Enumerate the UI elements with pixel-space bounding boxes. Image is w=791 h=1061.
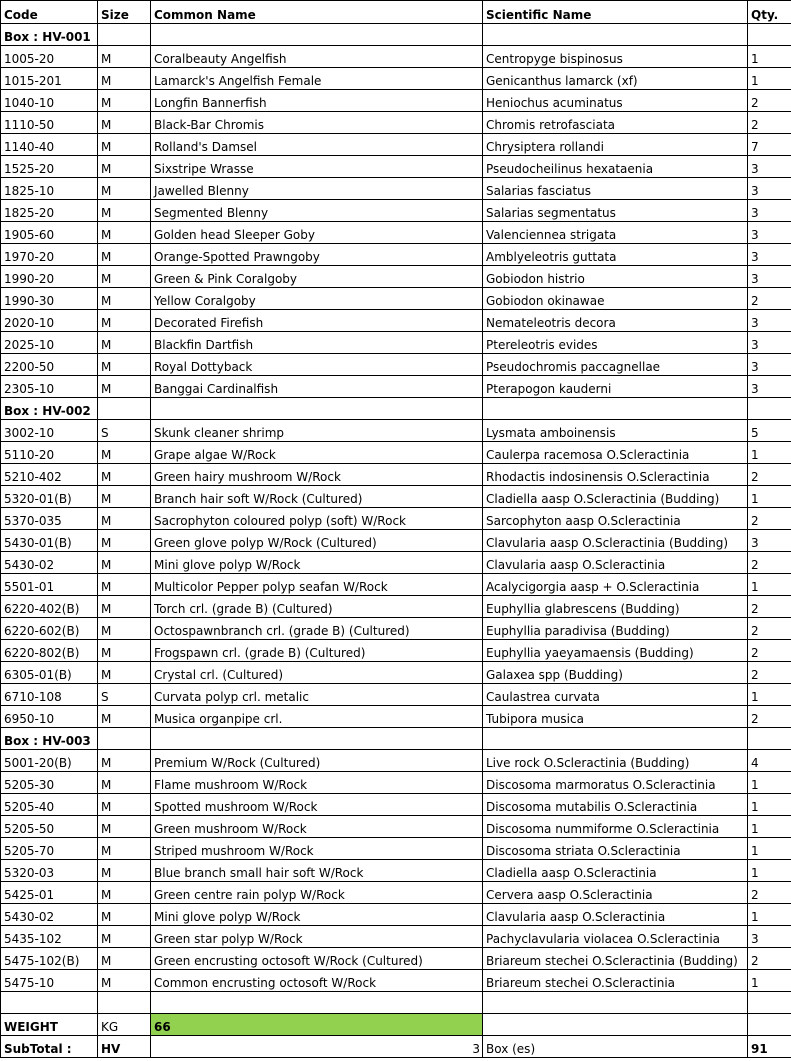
table-row <box>1 574 791 596</box>
common-name-cell: Green & Pink Coralgoby <box>151 266 483 288</box>
qty-cell: 2 <box>748 288 791 310</box>
scientific-name-cell: Pachyclavularia violacea O.Scleractinia <box>483 926 748 948</box>
common-name-cell: Common encrusting octosoft W/Rock <box>151 970 483 992</box>
qty-cell: 3 <box>748 310 791 332</box>
scientific-name-cell: Sarcophyton aasp O.Scleractinia <box>483 508 748 530</box>
code-cell: 5370-035 <box>1 508 98 530</box>
size-cell: M <box>98 288 151 310</box>
common-name-cell: Lamarck's Angelfish Female <box>151 68 483 90</box>
code-cell: 5110-20 <box>1 442 98 464</box>
code-cell: 5501-01 <box>1 574 98 596</box>
subtotal-box-count: 3 <box>151 1036 483 1058</box>
qty-cell: 1 <box>748 794 791 816</box>
code-cell: 5210-402 <box>1 464 98 486</box>
common-name-cell: Segmented Blenny <box>151 200 483 222</box>
size-cell: M <box>98 354 151 376</box>
box-empty-sci <box>483 398 748 420</box>
size-cell: M <box>98 134 151 156</box>
size-cell: M <box>98 794 151 816</box>
table-row <box>1 178 791 200</box>
qty-cell: 1 <box>748 904 791 926</box>
code-cell: 6220-402(B) <box>1 596 98 618</box>
common-name-cell: Sixstripe Wrasse <box>151 156 483 178</box>
qty-cell: 1 <box>748 574 791 596</box>
table-row <box>1 662 791 684</box>
size-cell: M <box>98 156 151 178</box>
qty-cell: 3 <box>748 200 791 222</box>
size-cell: M <box>98 860 151 882</box>
qty-cell: 2 <box>748 596 791 618</box>
size-cell: M <box>98 266 151 288</box>
scientific-name-cell: Heniochus acuminatus <box>483 90 748 112</box>
scientific-name-cell: Caulastrea curvata <box>483 684 748 706</box>
common-name-cell: Coralbeauty Angelfish <box>151 46 483 68</box>
size-cell: M <box>98 838 151 860</box>
scientific-name-cell: Gobiodon histrio <box>483 266 748 288</box>
box-empty-common <box>151 728 483 750</box>
qty-cell: 2 <box>748 464 791 486</box>
weight-value: 66 <box>151 1014 483 1036</box>
header-common-name: Common Name <box>151 1 483 24</box>
scientific-name-cell: Rhodactis indosinensis O.Scleractinia <box>483 464 748 486</box>
table-row <box>1 46 791 68</box>
code-cell: 2200-50 <box>1 354 98 376</box>
common-name-cell: Blackfin Dartfish <box>151 332 483 354</box>
box-empty-qty <box>748 728 791 750</box>
common-name-cell: Mini glove polyp W/Rock <box>151 904 483 926</box>
blank-cell <box>151 992 483 1014</box>
qty-cell: 2 <box>748 640 791 662</box>
qty-cell: 3 <box>748 178 791 200</box>
qty-cell: 5 <box>748 420 791 442</box>
size-cell: M <box>98 486 151 508</box>
code-cell: 1905-60 <box>1 222 98 244</box>
header-code: Code <box>1 1 98 24</box>
common-name-cell: Sacrophyton coloured polyp (soft) W/Rock <box>151 508 483 530</box>
table-row <box>1 310 791 332</box>
scientific-name-cell: Tubipora musica <box>483 706 748 728</box>
code-cell: 5475-10 <box>1 970 98 992</box>
box-empty-sci <box>483 728 748 750</box>
code-cell: 5320-01(B) <box>1 486 98 508</box>
qty-cell: 3 <box>748 266 791 288</box>
table-row <box>1 266 791 288</box>
common-name-cell: Decorated Firefish <box>151 310 483 332</box>
weight-unit: KG <box>98 1014 151 1036</box>
code-cell: 1525-20 <box>1 156 98 178</box>
table-row <box>1 288 791 310</box>
qty-cell: 2 <box>748 882 791 904</box>
size-cell: M <box>98 552 151 574</box>
table-row <box>1 244 791 266</box>
table-row <box>1 112 791 134</box>
box-empty-size <box>98 24 151 46</box>
qty-cell: 1 <box>748 684 791 706</box>
table-row <box>1 222 791 244</box>
common-name-cell: Mini glove polyp W/Rock <box>151 552 483 574</box>
code-cell: 5430-01(B) <box>1 530 98 552</box>
qty-cell: 1 <box>748 970 791 992</box>
table-row <box>1 684 791 706</box>
common-name-cell: Green star polyp W/Rock <box>151 926 483 948</box>
qty-cell: 4 <box>748 750 791 772</box>
scientific-name-cell: Clavularia aasp O.Scleractinia <box>483 904 748 926</box>
size-cell: M <box>98 662 151 684</box>
code-cell: 1970-20 <box>1 244 98 266</box>
table-row <box>1 794 791 816</box>
common-name-cell: Green centre rain polyp W/Rock <box>151 882 483 904</box>
table-row <box>1 640 791 662</box>
table-row <box>1 332 791 354</box>
subtotal-label: SubTotal : <box>1 1036 98 1058</box>
scientific-name-cell: Gobiodon okinawae <box>483 288 748 310</box>
header-size: Size <box>98 1 151 24</box>
header-row <box>1 1 791 24</box>
common-name-cell: Flame mushroom W/Rock <box>151 772 483 794</box>
code-cell: 5205-30 <box>1 772 98 794</box>
size-cell: M <box>98 926 151 948</box>
qty-cell: 1 <box>748 68 791 90</box>
subtotal-box-label: Box (es) <box>483 1036 748 1058</box>
common-name-cell: Octospawnbranch crl. (grade B) (Cultured) <box>151 618 483 640</box>
header-scientific-name: Scientific Name <box>483 1 748 24</box>
size-cell: S <box>98 684 151 706</box>
table-row <box>1 530 791 552</box>
scientific-name-cell: Galaxea spp (Budding) <box>483 662 748 684</box>
scientific-name-cell: Lysmata amboinensis <box>483 420 748 442</box>
scientific-name-cell: Nemateleotris decora <box>483 310 748 332</box>
code-cell: 2025-10 <box>1 332 98 354</box>
scientific-name-cell: Genicanthus lamarck (xf) <box>483 68 748 90</box>
blank-cell <box>483 992 748 1014</box>
size-cell: M <box>98 68 151 90</box>
table-row <box>1 904 791 926</box>
box-header-row <box>1 398 791 420</box>
scientific-name-cell: Pseudocheilinus hexataenia <box>483 156 748 178</box>
common-name-cell: Premium W/Rock (Cultured) <box>151 750 483 772</box>
table-row <box>1 926 791 948</box>
qty-cell: 3 <box>748 354 791 376</box>
code-cell: 5205-50 <box>1 816 98 838</box>
scientific-name-cell: Pterapogon kauderni <box>483 376 748 398</box>
qty-cell: 1 <box>748 816 791 838</box>
code-cell: 6220-802(B) <box>1 640 98 662</box>
blank-row <box>1 992 791 1014</box>
subtotal-qty: 91 <box>748 1036 791 1058</box>
scientific-name-cell: Euphyllia yaeyamaensis (Budding) <box>483 640 748 662</box>
qty-cell: 3 <box>748 926 791 948</box>
size-cell: M <box>98 530 151 552</box>
scientific-name-cell: Euphyllia glabrescens (Budding) <box>483 596 748 618</box>
common-name-cell: Blue branch small hair soft W/Rock <box>151 860 483 882</box>
size-cell: M <box>98 574 151 596</box>
common-name-cell: Green encrusting octosoft W/Rock (Cultured) <box>151 948 483 970</box>
common-name-cell: Longfin Bannerfish <box>151 90 483 112</box>
scientific-name-cell: Cladiella aasp O.Scleractinia <box>483 860 748 882</box>
qty-cell: 1 <box>748 772 791 794</box>
scientific-name-cell: Briareum stechei O.Scleractinia (Budding) <box>483 948 748 970</box>
table-row <box>1 442 791 464</box>
box-label: Box : HV-003 <box>1 728 98 750</box>
code-cell: 6710-108 <box>1 684 98 706</box>
scientific-name-cell: Acalycigorgia aasp + O.Scleractinia <box>483 574 748 596</box>
common-name-cell: Green glove polyp W/Rock (Cultured) <box>151 530 483 552</box>
qty-cell: 3 <box>748 244 791 266</box>
code-cell: 5425-01 <box>1 882 98 904</box>
box-header-row <box>1 728 791 750</box>
weight-empty-sci <box>483 1014 748 1036</box>
box-empty-common <box>151 24 483 46</box>
table-row <box>1 838 791 860</box>
code-cell: 1825-20 <box>1 200 98 222</box>
scientific-name-cell: Centropyge bispinosus <box>483 46 748 68</box>
qty-cell: 2 <box>748 948 791 970</box>
size-cell: M <box>98 772 151 794</box>
qty-cell: 2 <box>748 90 791 112</box>
code-cell: 5435-102 <box>1 926 98 948</box>
common-name-cell: Spotted mushroom W/Rock <box>151 794 483 816</box>
table-row <box>1 552 791 574</box>
common-name-cell: Yellow Coralgoby <box>151 288 483 310</box>
weight-empty-qty <box>748 1014 791 1036</box>
qty-cell: 2 <box>748 112 791 134</box>
size-cell: M <box>98 178 151 200</box>
table-row <box>1 948 791 970</box>
blank-cell <box>1 992 98 1014</box>
table-row <box>1 134 791 156</box>
scientific-name-cell: Euphyllia paradivisa (Budding) <box>483 618 748 640</box>
qty-cell: 3 <box>748 332 791 354</box>
size-cell: M <box>98 112 151 134</box>
code-cell: 5001-20(B) <box>1 750 98 772</box>
qty-cell: 3 <box>748 156 791 178</box>
common-name-cell: Royal Dottyback <box>151 354 483 376</box>
blank-cell <box>98 992 151 1014</box>
table-row <box>1 420 791 442</box>
qty-cell: 1 <box>748 46 791 68</box>
code-cell: 6305-01(B) <box>1 662 98 684</box>
box-empty-qty <box>748 398 791 420</box>
common-name-cell: Musica organpipe crl. <box>151 706 483 728</box>
code-cell: 3002-10 <box>1 420 98 442</box>
code-cell: 5430-02 <box>1 904 98 926</box>
header-qty: Qty. <box>748 1 791 24</box>
code-cell: 1005-20 <box>1 46 98 68</box>
qty-cell: 2 <box>748 552 791 574</box>
scientific-name-cell: Live rock O.Scleractinia (Budding) <box>483 750 748 772</box>
size-cell: M <box>98 200 151 222</box>
size-cell: M <box>98 46 151 68</box>
table-row <box>1 200 791 222</box>
common-name-cell: Multicolor Pepper polyp seafan W/Rock <box>151 574 483 596</box>
box-empty-sci <box>483 24 748 46</box>
qty-cell: 1 <box>748 838 791 860</box>
scientific-name-cell: Discosoma marmoratus O.Scleractinia <box>483 772 748 794</box>
size-cell: M <box>98 970 151 992</box>
common-name-cell: Torch crl. (grade B) (Cultured) <box>151 596 483 618</box>
table-body <box>1 24 791 1014</box>
scientific-name-cell: Discosoma striata O.Scleractinia <box>483 838 748 860</box>
qty-cell: 1 <box>748 486 791 508</box>
code-cell: 5320-03 <box>1 860 98 882</box>
qty-cell: 1 <box>748 860 791 882</box>
table-row <box>1 376 791 398</box>
qty-cell: 2 <box>748 618 791 640</box>
size-cell: M <box>98 90 151 112</box>
table-row <box>1 596 791 618</box>
common-name-cell: Golden head Sleeper Goby <box>151 222 483 244</box>
qty-cell: 7 <box>748 134 791 156</box>
size-cell: M <box>98 640 151 662</box>
scientific-name-cell: Cervera aasp O.Scleractinia <box>483 882 748 904</box>
common-name-cell: Branch hair soft W/Rock (Cultured) <box>151 486 483 508</box>
code-cell: 1825-10 <box>1 178 98 200</box>
table-row <box>1 464 791 486</box>
common-name-cell: Frogspawn crl. (grade B) (Cultured) <box>151 640 483 662</box>
weight-label: WEIGHT <box>1 1014 98 1036</box>
code-cell: 1990-20 <box>1 266 98 288</box>
scientific-name-cell: Salarias segmentatus <box>483 200 748 222</box>
scientific-name-cell: Clavularia aasp O.Scleractinia <box>483 552 748 574</box>
size-cell: M <box>98 750 151 772</box>
common-name-cell: Grape algae W/Rock <box>151 442 483 464</box>
table-row <box>1 354 791 376</box>
code-cell: 5430-02 <box>1 552 98 574</box>
qty-cell: 3 <box>748 222 791 244</box>
size-cell: M <box>98 464 151 486</box>
code-cell: 6950-10 <box>1 706 98 728</box>
table-row <box>1 706 791 728</box>
common-name-cell: Black-Bar Chromis <box>151 112 483 134</box>
size-cell: M <box>98 618 151 640</box>
qty-cell: 3 <box>748 376 791 398</box>
qty-cell: 1 <box>748 442 791 464</box>
scientific-name-cell: Valenciennea strigata <box>483 222 748 244</box>
common-name-cell: Rolland's Damsel <box>151 134 483 156</box>
code-cell: 1040-10 <box>1 90 98 112</box>
scientific-name-cell: Briareum stechei O.Scleractinia <box>483 970 748 992</box>
box-label: Box : HV-001 <box>1 24 98 46</box>
code-cell: 2020-10 <box>1 310 98 332</box>
code-cell: 1015-201 <box>1 68 98 90</box>
size-cell: M <box>98 442 151 464</box>
common-name-cell: Crystal crl. (Cultured) <box>151 662 483 684</box>
size-cell: M <box>98 816 151 838</box>
table-row <box>1 860 791 882</box>
scientific-name-cell: Chromis retrofasciata <box>483 112 748 134</box>
code-cell: 1110-50 <box>1 112 98 134</box>
box-empty-qty <box>748 24 791 46</box>
size-cell: M <box>98 948 151 970</box>
scientific-name-cell: Clavularia aasp O.Scleractinia (Budding) <box>483 530 748 552</box>
common-name-cell: Jawelled Blenny <box>151 178 483 200</box>
table-row <box>1 618 791 640</box>
code-cell: 1140-40 <box>1 134 98 156</box>
scientific-name-cell: Salarias fasciatus <box>483 178 748 200</box>
table-row <box>1 816 791 838</box>
size-cell: M <box>98 706 151 728</box>
weight-row <box>1 1014 791 1036</box>
table-row <box>1 68 791 90</box>
box-empty-size <box>98 728 151 750</box>
blank-cell <box>748 992 791 1014</box>
size-cell: M <box>98 904 151 926</box>
common-name-cell: Green mushroom W/Rock <box>151 816 483 838</box>
code-cell: 1990-30 <box>1 288 98 310</box>
qty-cell: 2 <box>748 508 791 530</box>
size-cell: M <box>98 244 151 266</box>
scientific-name-cell: Discosoma mutabilis O.Scleractinia <box>483 794 748 816</box>
size-cell: M <box>98 508 151 530</box>
size-cell: M <box>98 222 151 244</box>
subtotal-code: HV <box>98 1036 151 1058</box>
scientific-name-cell: Discosoma nummiforme O.Scleractinia <box>483 816 748 838</box>
qty-cell: 3 <box>748 530 791 552</box>
scientific-name-cell: Chrysiptera rollandi <box>483 134 748 156</box>
box-label: Box : HV-002 <box>1 398 98 420</box>
table-row <box>1 772 791 794</box>
box-empty-size <box>98 398 151 420</box>
common-name-cell: Banggai Cardinalfish <box>151 376 483 398</box>
box-header-row <box>1 24 791 46</box>
common-name-cell: Striped mushroom W/Rock <box>151 838 483 860</box>
common-name-cell: Orange-Spotted Prawngoby <box>151 244 483 266</box>
table-row <box>1 508 791 530</box>
table-row <box>1 486 791 508</box>
common-name-cell: Green hairy mushroom W/Rock <box>151 464 483 486</box>
table-row <box>1 750 791 772</box>
size-cell: S <box>98 420 151 442</box>
code-cell: 5205-40 <box>1 794 98 816</box>
size-cell: M <box>98 376 151 398</box>
scientific-name-cell: Amblyeleotris guttata <box>483 244 748 266</box>
scientific-name-cell: Pseudochromis paccagnellae <box>483 354 748 376</box>
table-row <box>1 156 791 178</box>
scientific-name-cell: Caulerpa racemosa O.Scleractinia <box>483 442 748 464</box>
code-cell: 6220-602(B) <box>1 618 98 640</box>
size-cell: M <box>98 310 151 332</box>
scientific-name-cell: Ptereleotris evides <box>483 332 748 354</box>
common-name-cell: Curvata polyp crl. metalic <box>151 684 483 706</box>
subtotal-row <box>1 1036 791 1058</box>
size-cell: M <box>98 882 151 904</box>
code-cell: 5475-102(B) <box>1 948 98 970</box>
qty-cell: 2 <box>748 662 791 684</box>
scientific-name-cell: Cladiella aasp O.Scleractinia (Budding) <box>483 486 748 508</box>
table-row <box>1 90 791 112</box>
size-cell: M <box>98 596 151 618</box>
code-cell: 5205-70 <box>1 838 98 860</box>
common-name-cell: Skunk cleaner shrimp <box>151 420 483 442</box>
qty-cell: 2 <box>748 706 791 728</box>
size-cell: M <box>98 332 151 354</box>
table-row <box>1 970 791 992</box>
table-row <box>1 882 791 904</box>
code-cell: 2305-10 <box>1 376 98 398</box>
box-empty-common <box>151 398 483 420</box>
